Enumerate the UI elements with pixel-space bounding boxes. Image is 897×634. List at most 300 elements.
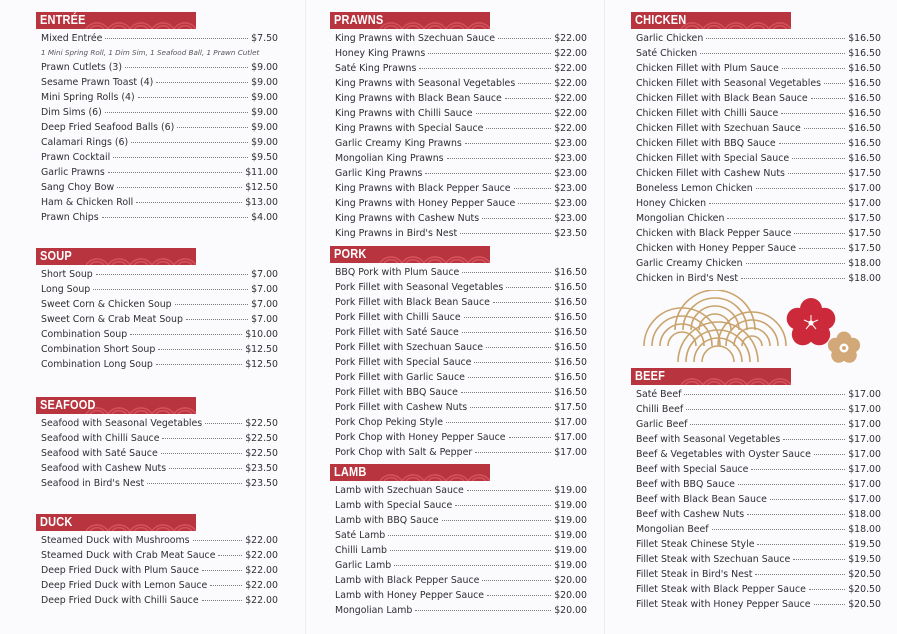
menu-item-price: $23.00 bbox=[554, 213, 587, 224]
menu-item-price: $7.00 bbox=[251, 284, 278, 295]
dot-leader bbox=[415, 610, 551, 611]
dot-leader bbox=[509, 437, 552, 438]
dot-leader bbox=[751, 469, 845, 470]
menu-item bbox=[631, 226, 881, 241]
menu-item bbox=[631, 402, 881, 417]
menu-item-list bbox=[36, 533, 278, 608]
menu-item-name: Chicken Fillet with Black Bean Sauce bbox=[636, 93, 808, 104]
dot-leader bbox=[464, 317, 552, 318]
menu-item bbox=[631, 136, 881, 151]
menu-item bbox=[330, 573, 587, 588]
menu-item-list bbox=[330, 31, 587, 241]
menu-item-list bbox=[631, 31, 881, 286]
menu-item-price: $16.50 bbox=[848, 108, 881, 119]
menu-item bbox=[330, 483, 587, 498]
fold-line bbox=[604, 0, 605, 634]
dot-leader bbox=[779, 143, 846, 144]
dot-leader bbox=[487, 595, 551, 596]
dot-leader bbox=[130, 334, 242, 335]
menu-item bbox=[36, 416, 278, 431]
dot-leader bbox=[756, 188, 846, 189]
menu-item bbox=[36, 461, 278, 476]
section-header bbox=[631, 368, 791, 385]
menu-item-name: Saté King Prawns bbox=[335, 63, 417, 74]
menu-item-name: Chicken with Black Pepper Sauce bbox=[636, 228, 792, 239]
menu-item-price: $17.50 bbox=[848, 213, 881, 224]
dot-leader bbox=[470, 407, 551, 408]
menu-item-name: Honey King Prawns bbox=[335, 48, 426, 59]
menu-item bbox=[36, 342, 278, 357]
menu-item-price: $17.00 bbox=[848, 389, 881, 400]
menu-item bbox=[631, 151, 881, 166]
menu-item-price: $22.00 bbox=[245, 565, 278, 576]
section-prawns bbox=[330, 12, 587, 241]
menu-item-price: $12.50 bbox=[245, 359, 278, 370]
dot-leader bbox=[482, 580, 551, 581]
menu-item bbox=[330, 151, 587, 166]
menu-item-name: Pork Fillet with Chilli Sauce bbox=[335, 312, 461, 323]
menu-item bbox=[36, 75, 278, 90]
dot-leader bbox=[755, 574, 845, 575]
menu-item-price: $17.50 bbox=[848, 228, 881, 239]
menu-item-price: $9.00 bbox=[251, 122, 278, 133]
dot-leader bbox=[455, 505, 551, 506]
menu-item bbox=[36, 90, 278, 105]
dot-leader bbox=[147, 483, 242, 484]
menu-item-name: Calamari Rings (6) bbox=[41, 137, 129, 148]
menu-item-price: $18.00 bbox=[848, 509, 881, 520]
dot-leader bbox=[814, 604, 846, 605]
section-pork bbox=[330, 246, 587, 460]
section-title: ENTRÉE bbox=[40, 13, 86, 27]
section-header bbox=[36, 514, 196, 531]
menu-item-price: $16.50 bbox=[554, 327, 587, 338]
menu-item bbox=[631, 166, 881, 181]
dot-leader bbox=[102, 217, 249, 218]
menu-item-name: Pork Fillet with Special Sauce bbox=[335, 357, 472, 368]
menu-item bbox=[631, 106, 881, 121]
menu-item-name: Garlic Creamy King Prawns bbox=[335, 138, 462, 149]
menu-item-name: Combination Soup bbox=[41, 329, 128, 340]
menu-item bbox=[36, 282, 278, 297]
dot-leader bbox=[156, 364, 242, 365]
menu-item-price: $16.50 bbox=[848, 138, 881, 149]
menu-item-name: King Prawns with Black Pepper Sauce bbox=[335, 183, 511, 194]
menu-item-price: $22.50 bbox=[245, 448, 278, 459]
menu-item-name: Fillet Steak with Honey Pepper Sauce bbox=[636, 599, 811, 610]
menu-item-name: Chicken with Honey Pepper Sauce bbox=[636, 243, 797, 254]
menu-item-name: King Prawns with Black Bean Sauce bbox=[335, 93, 502, 104]
menu-item-price: $9.00 bbox=[251, 62, 278, 73]
menu-item bbox=[36, 578, 278, 593]
menu-item-name: Combination Short Soup bbox=[41, 344, 156, 355]
menu-item-price: $9.00 bbox=[251, 137, 278, 148]
dot-leader bbox=[186, 319, 248, 320]
menu-item-name: Sweet Corn & Crab Meat Soup bbox=[41, 314, 183, 325]
menu-item-price: $9.00 bbox=[251, 92, 278, 103]
menu-item-name: Prawn Chips bbox=[41, 212, 99, 223]
section-header bbox=[36, 248, 196, 265]
menu-item-price: $16.50 bbox=[848, 78, 881, 89]
menu-item-price: $22.00 bbox=[245, 595, 278, 606]
menu-item-name: Pork Fillet with BBQ Sauce bbox=[335, 387, 458, 398]
menu-item-price: $16.50 bbox=[848, 48, 881, 59]
dot-leader bbox=[425, 173, 551, 174]
dot-leader bbox=[138, 97, 249, 98]
dot-leader bbox=[468, 377, 551, 378]
menu-item-price: $17.00 bbox=[848, 419, 881, 430]
menu-item bbox=[330, 400, 587, 415]
menu-item-price: $22.00 bbox=[554, 78, 587, 89]
menu-item bbox=[631, 31, 881, 46]
menu-item-price: $19.00 bbox=[554, 485, 587, 496]
menu-item-name: Pork Chop with Honey Pepper Sauce bbox=[335, 432, 506, 443]
dot-leader bbox=[746, 263, 846, 264]
menu-item-price: $23.00 bbox=[554, 183, 587, 194]
menu-item-name: Fillet Steak Chinese Style bbox=[636, 539, 755, 550]
menu-item bbox=[330, 603, 587, 618]
menu-item-price: $16.50 bbox=[554, 372, 587, 383]
menu-item bbox=[631, 211, 881, 226]
menu-item-price: $18.00 bbox=[848, 258, 881, 269]
dot-leader bbox=[738, 484, 845, 485]
menu-item bbox=[330, 121, 587, 136]
menu-item-price: $13.00 bbox=[245, 197, 278, 208]
menu-item bbox=[631, 492, 881, 507]
dot-leader bbox=[747, 514, 845, 515]
menu-item-name: Steamed Duck with Crab Meat Sauce bbox=[41, 550, 216, 561]
menu-item bbox=[631, 417, 881, 432]
menu-item-price: $16.50 bbox=[554, 357, 587, 368]
dot-leader bbox=[177, 127, 248, 128]
section-header bbox=[330, 246, 490, 263]
dot-leader bbox=[684, 394, 845, 395]
menu-item-price: $16.50 bbox=[554, 282, 587, 293]
menu-item bbox=[330, 91, 587, 106]
menu-item bbox=[631, 447, 881, 462]
dot-leader bbox=[210, 585, 242, 586]
section-header bbox=[36, 397, 196, 414]
menu-item-name: King Prawns with Chilli Sauce bbox=[335, 108, 473, 119]
menu-item-name: Chicken Fillet with Plum Sauce bbox=[636, 63, 779, 74]
dot-leader bbox=[505, 98, 551, 99]
menu-item-price: $19.00 bbox=[554, 530, 587, 541]
menu-item-price: $22.00 bbox=[554, 123, 587, 134]
menu-item-name: Saté Chicken bbox=[636, 48, 698, 59]
menu-item-name: King Prawns in Bird's Nest bbox=[335, 228, 458, 239]
menu-item-price: $18.00 bbox=[848, 273, 881, 284]
menu-item-price: $17.00 bbox=[554, 417, 587, 428]
menu-item-price: $17.00 bbox=[848, 404, 881, 415]
menu-item-price: $16.50 bbox=[554, 312, 587, 323]
dot-leader bbox=[461, 392, 551, 393]
menu-item bbox=[330, 498, 587, 513]
menu-item-name: Pork Fillet with Garlic Sauce bbox=[335, 372, 465, 383]
dot-leader bbox=[131, 142, 248, 143]
menu-item-name: Chilli Beef bbox=[636, 404, 684, 415]
menu-item bbox=[36, 195, 278, 210]
dot-leader bbox=[794, 233, 845, 234]
menu-item bbox=[330, 136, 587, 151]
menu-item-price: $19.00 bbox=[554, 500, 587, 511]
dot-leader bbox=[105, 38, 248, 39]
menu-item-list bbox=[36, 31, 278, 225]
menu-item-name: Mongolian Lamb bbox=[335, 605, 413, 616]
menu-item bbox=[330, 46, 587, 61]
menu-item bbox=[36, 563, 278, 578]
menu-item-price: $16.50 bbox=[554, 387, 587, 398]
menu-item-name: Steamed Duck with Mushrooms bbox=[41, 535, 190, 546]
menu-item bbox=[36, 431, 278, 446]
dot-leader bbox=[462, 332, 551, 333]
menu-item-name: Mongolian Beef bbox=[636, 524, 709, 535]
dot-leader bbox=[804, 128, 845, 129]
menu-item-name: Fillet Steak with Black Pepper Sauce bbox=[636, 584, 806, 595]
menu-item bbox=[631, 537, 881, 552]
menu-item bbox=[631, 567, 881, 582]
menu-item bbox=[631, 462, 881, 477]
dot-leader bbox=[442, 520, 552, 521]
dot-leader bbox=[465, 143, 551, 144]
menu-item-price: $23.00 bbox=[554, 153, 587, 164]
menu-item-name: Deep Fried Duck with Chilli Sauce bbox=[41, 595, 199, 606]
menu-item-name: Boneless Lemon Chicken bbox=[636, 183, 753, 194]
menu-item bbox=[36, 135, 278, 150]
menu-item bbox=[631, 597, 881, 612]
menu-item-name: Pork Chop Peking Style bbox=[335, 417, 444, 428]
menu-item bbox=[36, 150, 278, 165]
dot-leader bbox=[799, 248, 845, 249]
menu-item-name: Beef with Black Bean Sauce bbox=[636, 494, 767, 505]
menu-item bbox=[330, 265, 587, 280]
menu-item-price: $16.50 bbox=[848, 123, 881, 134]
menu-item bbox=[631, 46, 881, 61]
menu-item bbox=[330, 325, 587, 340]
section-title: PORK bbox=[334, 247, 367, 261]
dot-leader bbox=[467, 490, 551, 491]
dot-leader bbox=[156, 82, 248, 83]
dot-leader bbox=[162, 438, 242, 439]
menu-item-name: Chicken in Bird's Nest bbox=[636, 273, 739, 284]
dot-leader bbox=[96, 274, 248, 275]
menu-item-name: Beef with Seasonal Vegetables bbox=[636, 434, 781, 445]
menu-item-price: $22.00 bbox=[245, 580, 278, 591]
dot-leader bbox=[700, 53, 845, 54]
section-title: CHICKEN bbox=[635, 13, 687, 27]
dot-leader bbox=[474, 362, 551, 363]
menu-item bbox=[36, 165, 278, 180]
menu-item-name: Honey Chicken bbox=[636, 198, 707, 209]
menu-item-price: $22.00 bbox=[554, 93, 587, 104]
menu-item bbox=[631, 552, 881, 567]
menu-item-list bbox=[36, 416, 278, 491]
menu-item-price: $22.00 bbox=[554, 48, 587, 59]
dot-leader bbox=[462, 272, 551, 273]
dot-leader bbox=[446, 422, 551, 423]
menu-item bbox=[36, 476, 278, 491]
menu-item bbox=[631, 432, 881, 447]
menu-item bbox=[330, 76, 587, 91]
menu-item-price: $17.00 bbox=[848, 183, 881, 194]
menu-item-name: Pork Fillet with Szechuan Sauce bbox=[335, 342, 484, 353]
dot-leader bbox=[706, 38, 845, 39]
menu-item-price: $16.50 bbox=[554, 342, 587, 353]
menu-item-price: $23.50 bbox=[245, 463, 278, 474]
menu-item bbox=[631, 61, 881, 76]
menu-item-price: $17.00 bbox=[848, 198, 881, 209]
menu-item bbox=[330, 415, 587, 430]
menu-item-price: $19.50 bbox=[848, 554, 881, 565]
section-title: SEAFOOD bbox=[40, 398, 96, 412]
section-soup bbox=[36, 248, 278, 372]
menu-item bbox=[36, 446, 278, 461]
dot-leader bbox=[169, 468, 242, 469]
menu-item-price: $20.50 bbox=[848, 569, 881, 580]
menu-item-name: Chicken Fillet with Chilli Sauce bbox=[636, 108, 779, 119]
menu-item bbox=[330, 196, 587, 211]
menu-item bbox=[330, 226, 587, 241]
menu-item-price: $16.50 bbox=[848, 153, 881, 164]
menu-item-name: Seafood with Seasonal Vegetables bbox=[41, 418, 203, 429]
menu-item-price: $22.00 bbox=[554, 33, 587, 44]
menu-item-name: King Prawns with Szechuan Sauce bbox=[335, 33, 495, 44]
menu-item-name: King Prawns with Special Sauce bbox=[335, 123, 484, 134]
menu-item-price: $22.50 bbox=[245, 418, 278, 429]
dot-leader bbox=[498, 38, 551, 39]
dot-leader bbox=[105, 112, 248, 113]
menu-item-price: $12.50 bbox=[245, 182, 278, 193]
menu-item-name: Garlic Prawns bbox=[41, 167, 105, 178]
menu-item bbox=[330, 181, 587, 196]
menu-item-name: Garlic Creamy Chicken bbox=[636, 258, 743, 269]
dot-leader bbox=[428, 53, 551, 54]
menu-item bbox=[631, 76, 881, 91]
menu-item bbox=[631, 256, 881, 271]
menu-item bbox=[631, 477, 881, 492]
dot-leader bbox=[394, 565, 551, 566]
menu-item-price: $20.00 bbox=[554, 590, 587, 601]
menu-item bbox=[330, 310, 587, 325]
dot-leader bbox=[741, 278, 845, 279]
menu-item bbox=[36, 180, 278, 195]
menu-item-name: Beef with Cashew Nuts bbox=[636, 509, 745, 520]
menu-item-name: Pork Fillet with Saté Sauce bbox=[335, 327, 459, 338]
dot-leader bbox=[788, 173, 845, 174]
menu-item-name: Short Soup bbox=[41, 269, 93, 280]
menu-item-price: $17.00 bbox=[848, 434, 881, 445]
menu-item bbox=[36, 312, 278, 327]
menu-item-price: $22.00 bbox=[554, 108, 587, 119]
menu-item-price: $17.00 bbox=[848, 449, 881, 460]
menu-item-name: Beef with BBQ Sauce bbox=[636, 479, 735, 490]
menu-item-price: $19.00 bbox=[554, 515, 587, 526]
menu-item-name: Seafood in Bird's Nest bbox=[41, 478, 145, 489]
menu-item-name: Pork Fillet with Cashew Nuts bbox=[335, 402, 468, 413]
menu-item-price: $11.00 bbox=[245, 167, 278, 178]
menu-item-price: $17.50 bbox=[848, 168, 881, 179]
menu-item bbox=[36, 60, 278, 75]
section-entree bbox=[36, 12, 278, 225]
menu-item bbox=[330, 513, 587, 528]
menu-item-name: Sesame Prawn Toast (4) bbox=[41, 77, 154, 88]
dot-leader bbox=[136, 202, 242, 203]
menu-item-price: $19.50 bbox=[848, 539, 881, 550]
dot-leader bbox=[419, 68, 551, 69]
menu-item bbox=[330, 166, 587, 181]
menu-item bbox=[631, 121, 881, 136]
menu-item-price: $23.50 bbox=[554, 228, 587, 239]
menu-item-name: Seafood with Cashew Nuts bbox=[41, 463, 167, 474]
menu-item-price: $17.00 bbox=[848, 479, 881, 490]
menu-item-price: $4.00 bbox=[251, 212, 278, 223]
menu-item-price: $17.50 bbox=[554, 402, 587, 413]
section-chicken bbox=[631, 12, 881, 286]
menu-item-price: $16.50 bbox=[848, 33, 881, 44]
menu-item-name: Fillet Steak with Szechuan Sauce bbox=[636, 554, 791, 565]
menu-item-name: Garlic Lamb bbox=[335, 560, 392, 571]
dot-leader bbox=[175, 304, 249, 305]
menu-item-price: $23.00 bbox=[554, 168, 587, 179]
menu-item-list bbox=[330, 483, 587, 618]
menu-item bbox=[330, 211, 587, 226]
menu-item-name: Chilli Lamb bbox=[335, 545, 387, 556]
menu-item-name: Pork Chop with Salt & Pepper bbox=[335, 447, 473, 458]
menu-item-name: Beef with Special Sauce bbox=[636, 464, 749, 475]
dot-leader bbox=[518, 203, 551, 204]
dot-leader bbox=[117, 187, 242, 188]
dot-leader bbox=[690, 424, 845, 425]
section-title: PRAWNS bbox=[334, 13, 384, 27]
menu-item-price: $7.00 bbox=[251, 269, 278, 280]
menu-item-price: $20.00 bbox=[554, 575, 587, 586]
menu-item-price: $9.00 bbox=[251, 77, 278, 88]
menu-item-name: Long Soup bbox=[41, 284, 91, 295]
menu-item bbox=[36, 548, 278, 563]
menu-item-price: $17.00 bbox=[848, 494, 881, 505]
menu-item-name: King Prawns with Cashew Nuts bbox=[335, 213, 480, 224]
menu-item-name: Chicken Fillet with Special Sauce bbox=[636, 153, 790, 164]
menu-item-name: Fillet Steak in Bird's Nest bbox=[636, 569, 753, 580]
menu-item-price: $20.50 bbox=[848, 584, 881, 595]
menu-item-price: $7.50 bbox=[251, 33, 278, 44]
section-title: SOUP bbox=[40, 249, 72, 263]
menu-item-name: Sweet Corn & Chicken Soup bbox=[41, 299, 172, 310]
menu-item-price: $19.00 bbox=[554, 545, 587, 556]
menu-item-list bbox=[36, 267, 278, 372]
section-header bbox=[330, 12, 490, 29]
section-lamb bbox=[330, 464, 587, 618]
section-title: DUCK bbox=[40, 515, 73, 529]
menu-item-name: Beef & Vegetables with Oyster Sauce bbox=[636, 449, 811, 460]
menu-item-name: Mongolian King Prawns bbox=[335, 153, 444, 164]
dot-leader bbox=[202, 570, 242, 571]
menu-item-price: $20.00 bbox=[554, 605, 587, 616]
menu-item-price: $17.50 bbox=[848, 243, 881, 254]
menu-item bbox=[330, 385, 587, 400]
menu-item-name: Chicken Fillet with Cashew Nuts bbox=[636, 168, 785, 179]
menu-item-name: Chicken Fillet with Szechuan Sauce bbox=[636, 123, 801, 134]
menu-item-name: Garlic King Prawns bbox=[335, 168, 423, 179]
dot-leader bbox=[493, 302, 551, 303]
menu-item bbox=[330, 31, 587, 46]
dot-leader bbox=[193, 540, 243, 541]
section-title: BEEF bbox=[635, 369, 666, 383]
menu-item bbox=[631, 241, 881, 256]
dot-leader bbox=[113, 157, 248, 158]
dot-leader bbox=[514, 188, 552, 189]
dot-leader bbox=[388, 535, 551, 536]
menu-item-name: Deep Fried Duck with Plum Sauce bbox=[41, 565, 200, 576]
